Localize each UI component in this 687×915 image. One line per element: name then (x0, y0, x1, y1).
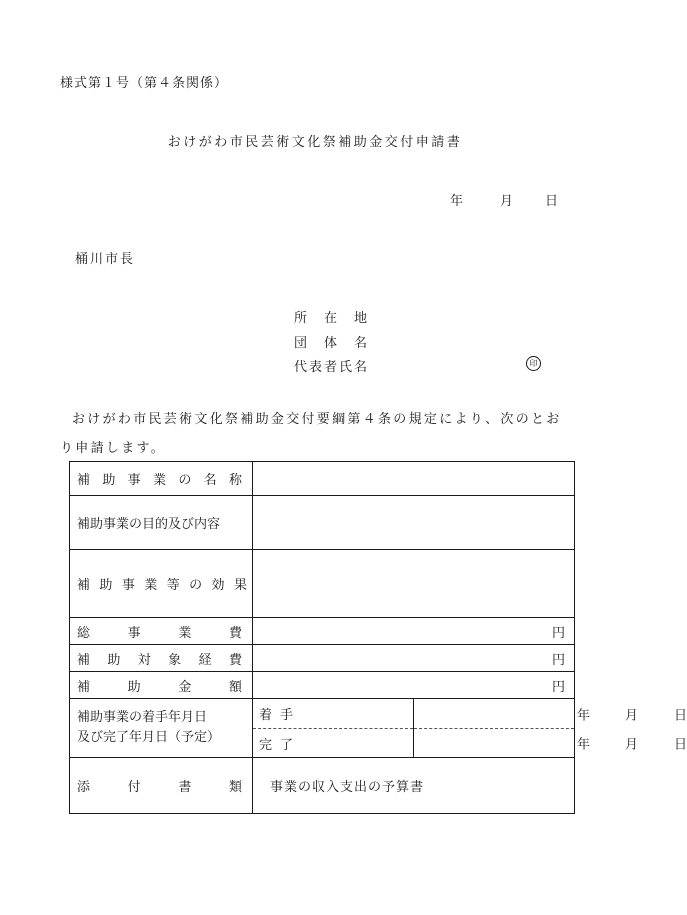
table-row (70, 758, 575, 814)
attachments-field[interactable] (253, 758, 575, 814)
body-text-line2: り申請します。 (60, 441, 167, 456)
application-table (69, 461, 687, 814)
date-month-label: 月 (500, 194, 514, 209)
effect-label: 補 助 事 業 等 の 効 果 (70, 550, 253, 618)
table-row (70, 496, 575, 550)
eligible-cost-label: 補 助 対 象 経 費 (70, 645, 253, 672)
attachments-label: 添 付 書 類 (70, 758, 253, 814)
total-cost-field[interactable] (253, 618, 575, 645)
applicant-representative-label: 代表者氏名 (294, 360, 370, 375)
document-title: おけがわ市民芸術文化祭補助金交付申請書 (167, 135, 463, 150)
start-date-label: 着手 (253, 699, 414, 729)
grant-amount-label: 補 助 金 額 (70, 672, 253, 699)
end-date-label: 完了 (253, 729, 414, 758)
schedule-label: 補助事業の着手年月日 及び完了年月日（予定） (70, 699, 253, 758)
grant-amount-field[interactable] (253, 672, 575, 699)
table-row (70, 618, 575, 645)
eligible-cost-field[interactable] (253, 645, 575, 672)
effect-field[interactable] (253, 550, 575, 618)
applicant-group-label: 団体名 (294, 336, 385, 351)
yen-unit: 円 (551, 625, 565, 641)
yen-unit: 円 (551, 652, 565, 668)
table-row (70, 699, 575, 729)
table-row (70, 672, 575, 699)
project-name-field[interactable] (253, 462, 575, 496)
addressee: 桶川市長 (75, 252, 136, 267)
seal-mark: 印 (526, 356, 541, 371)
body-text-line1: おけがわ市民芸術文化祭補助金交付要綱第４条の規定により、次のとお (72, 412, 562, 427)
end-date-field[interactable]: 年 月 日 (414, 729, 575, 758)
purpose-label: 補助事業の目的及び内容 (70, 496, 253, 550)
total-cost-label: 総 事 業 費 (70, 618, 253, 645)
yen-unit: 円 (551, 679, 565, 695)
table-row (70, 550, 575, 618)
applicant-address-label: 所在地 (294, 311, 385, 326)
form-number: 様式第１号（第４条関係） (60, 76, 229, 91)
date-year-label: 年 (450, 194, 464, 209)
table-row (70, 645, 575, 672)
project-name-label: 補 助 事 業 の 名 称 (70, 462, 253, 496)
table-row (70, 462, 575, 496)
date-day-label: 日 (545, 194, 559, 209)
purpose-field[interactable] (253, 496, 575, 550)
attachments-value: 事業の収入支出の予算書 (270, 780, 425, 795)
start-date-field[interactable]: 年 月 日 (414, 699, 575, 729)
